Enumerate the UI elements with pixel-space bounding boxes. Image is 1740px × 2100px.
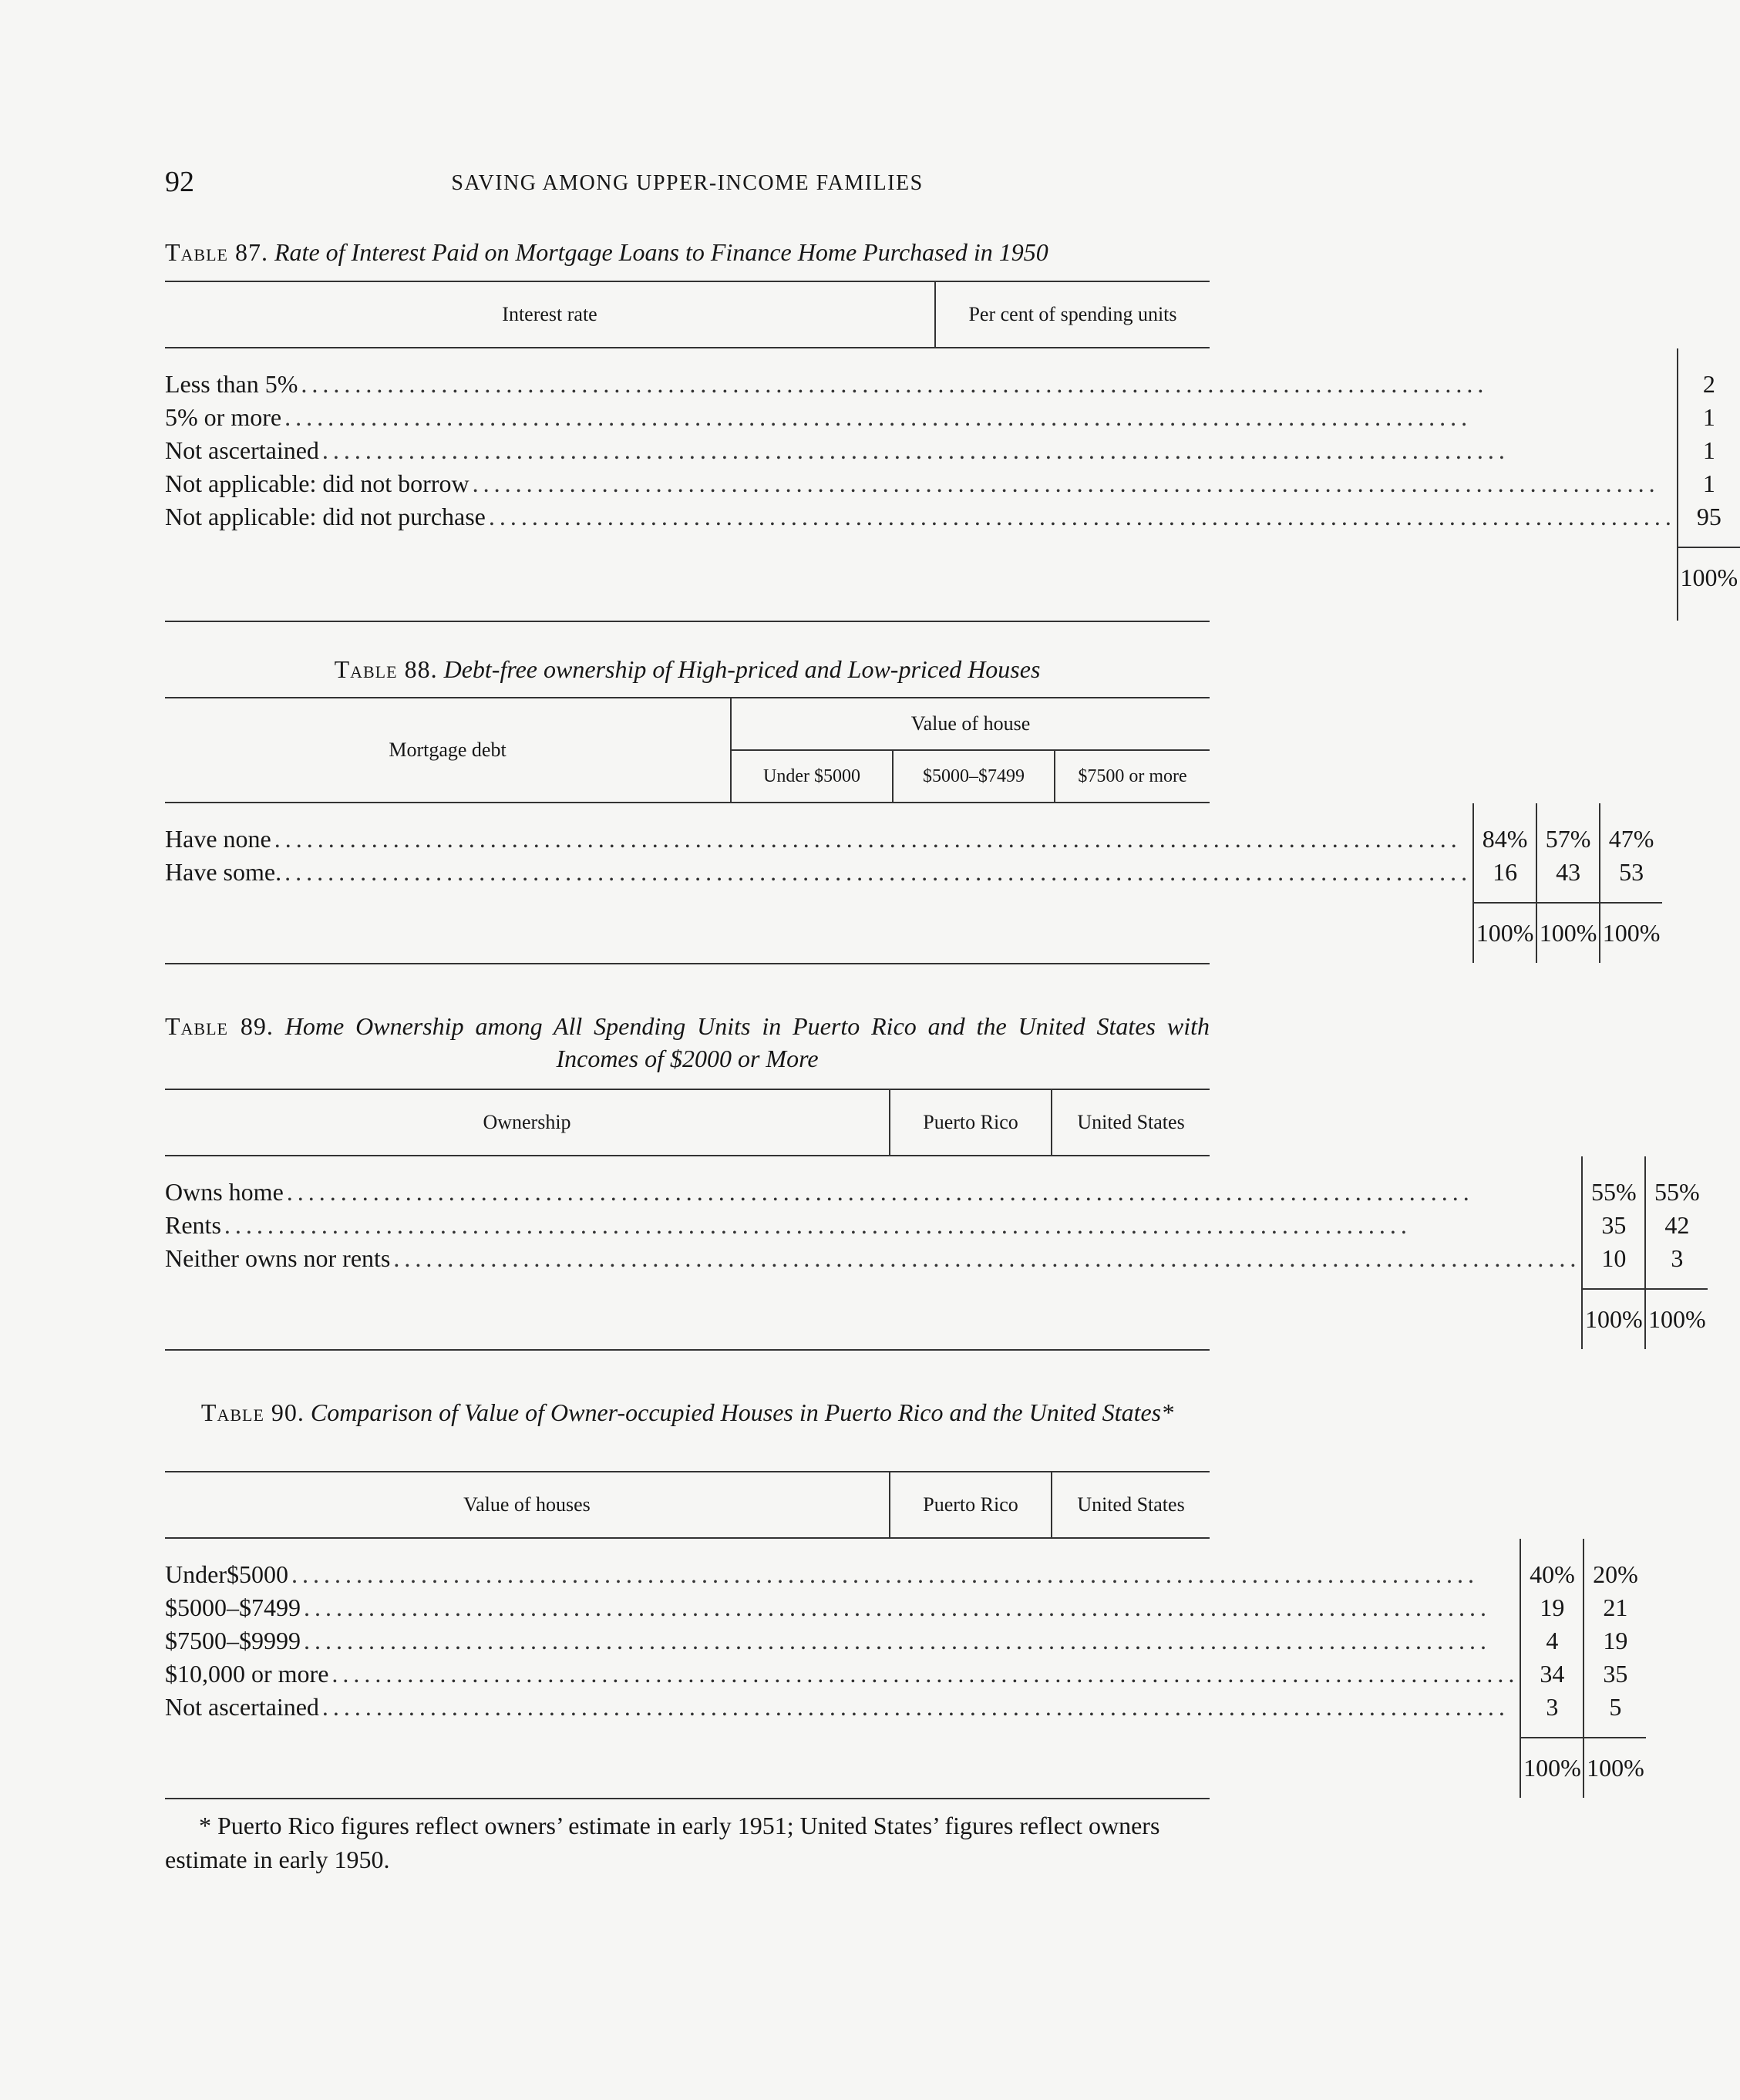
table-87-value: 1 (1702, 403, 1715, 431)
table-87 (165, 281, 1738, 622)
table-89-col-puerto-rico: Puerto Rico (889, 1090, 1051, 1155)
total-rule (1537, 902, 1599, 904)
table-89-total: 100% (1585, 1305, 1643, 1333)
total-rule (1474, 902, 1536, 904)
table-89-col-ownership: Ownership (483, 1111, 571, 1133)
total-rule (1521, 1737, 1583, 1738)
table-87-col-per-cent: Per cent of spending units (934, 282, 1210, 347)
table-89-value: 35 (1601, 1211, 1627, 1239)
total-rule (1678, 547, 1740, 548)
table-row: Have some. . . . (165, 858, 1472, 891)
table-90-value: 20% (1593, 1560, 1638, 1588)
table-row: Owns home . . . (165, 1178, 1581, 1211)
table-row: Rents . . . (165, 1211, 1581, 1244)
table-88-value: 43 (1556, 858, 1581, 886)
table-90-value: 4 (1546, 1627, 1559, 1654)
table-88-total: 100% (1476, 919, 1534, 947)
table-row: Not ascertained . . . (165, 436, 1677, 469)
table-90-total: 100% (1587, 1754, 1644, 1782)
table-89-col-united-states: United States (1051, 1090, 1210, 1155)
table-87-value: 2 (1702, 370, 1715, 398)
table-88-total: 100% (1602, 919, 1661, 947)
total-rule (1584, 1737, 1646, 1738)
table-row: Not applicable: did not purchase . . . (165, 503, 1677, 536)
table-88-value: 16 (1493, 858, 1518, 886)
table-87-label: Table 87. (165, 238, 268, 266)
table-89-value: 3 (1671, 1244, 1684, 1272)
table-87-total: 100% (1680, 564, 1738, 591)
total-rule (1600, 902, 1662, 904)
table-row: Not ascertained . . . (165, 1693, 1520, 1726)
table-89-label: Table 89. (165, 1012, 274, 1040)
table-89-title: Home Ownership among All Spending Units in Puerto Rico and the United States with Incomes of $2000 or More (284, 1012, 1210, 1072)
table-row: Under$5000 . . . (165, 1560, 1520, 1594)
table-88-col-7500-or-more: $7500 or more (1054, 751, 1210, 802)
table-90 (165, 1471, 1644, 1799)
table-row: Have none . . . (165, 825, 1472, 858)
table-row: Less than 5% . . . (165, 370, 1677, 403)
table-90-total: 100% (1523, 1754, 1581, 1782)
table-90-value: 21 (1603, 1594, 1628, 1621)
table-89 (165, 1089, 1706, 1351)
table-90-value: 34 (1540, 1660, 1565, 1688)
table-90-caption (165, 1396, 1210, 1429)
table-89-value: 42 (1664, 1211, 1690, 1239)
table-89-value: 55% (1591, 1178, 1637, 1206)
table-88-col-under-5000: Under $5000 (763, 766, 860, 786)
page-number: 92 (165, 166, 194, 198)
table-90-value: 19 (1603, 1627, 1628, 1654)
table-87-title: Rate of Interest Paid on Mortgage Loans to Finance Home Purchased in 1950 (274, 238, 1048, 266)
total-rule (1646, 1288, 1708, 1290)
table-90-col-united-states: United States (1051, 1472, 1210, 1537)
table-90-col-puerto-rico: Puerto Rico (889, 1472, 1051, 1537)
table-87-caption (165, 236, 1210, 268)
table-89-value: 10 (1601, 1244, 1627, 1272)
table-88-group-value-of-house: Value of house (732, 698, 1210, 751)
table-90-value: 40% (1530, 1560, 1575, 1588)
total-rule (1583, 1288, 1644, 1290)
table-88-value: 47% (1608, 825, 1654, 853)
table-87-value: 1 (1702, 469, 1715, 497)
table-88-label: Table 88. (334, 655, 438, 683)
table-89-total: 100% (1648, 1305, 1706, 1333)
table-row: 5% or more . . . (165, 403, 1677, 436)
table-88-total: 100% (1539, 919, 1597, 947)
table-90-title: Comparison of Value of Owner-occupied Houses in Puerto Rico and the United States* (310, 1398, 1174, 1426)
page-header (165, 165, 1210, 202)
table-88-value: 57% (1545, 825, 1591, 853)
table-row: Not applicable: did not borrow . . . (165, 469, 1677, 503)
table-88-caption (165, 653, 1210, 685)
table-90-value: 35 (1603, 1660, 1628, 1688)
table-88 (165, 697, 1661, 964)
table-88-col-mortgage-debt: Mortgage debt (389, 739, 507, 761)
table-90-col-value-of-houses: Value of houses (463, 1493, 591, 1516)
table-89-value: 55% (1654, 1178, 1700, 1206)
table-87-value: 1 (1702, 436, 1715, 464)
table-90-value: 3 (1546, 1693, 1559, 1721)
table-88-value: 84% (1482, 825, 1528, 853)
table-row: $10,000 or more . . . (165, 1660, 1520, 1693)
table-87-value: 95 (1696, 503, 1721, 530)
footnote: * Puerto Rico figures reflect owners’ estimate in early 1951; United States’ figures reflect owners estimate in early 1950. (165, 1812, 1160, 1873)
table-88-title: Debt-free ownership of High-priced and Low-priced Houses (443, 655, 1041, 683)
table-87-col-interest-rate: Interest rate (502, 303, 597, 325)
table-row: Neither owns nor rents . . . (165, 1244, 1581, 1277)
table-88-value: 53 (1619, 858, 1644, 886)
table-row: $7500–$9999 . . . (165, 1627, 1520, 1660)
table-88-col-5000-7499: $5000–$7499 (892, 751, 1054, 802)
table-89-caption (165, 1010, 1210, 1075)
table-90-value: 5 (1609, 1693, 1622, 1721)
table-90-value: 19 (1540, 1594, 1565, 1621)
table-90-label: Table 90. (200, 1398, 305, 1426)
table-row: $5000–$7499 . . . (165, 1594, 1520, 1627)
running-head: SAVING AMONG UPPER-INCOME FAMILIES (451, 171, 924, 195)
